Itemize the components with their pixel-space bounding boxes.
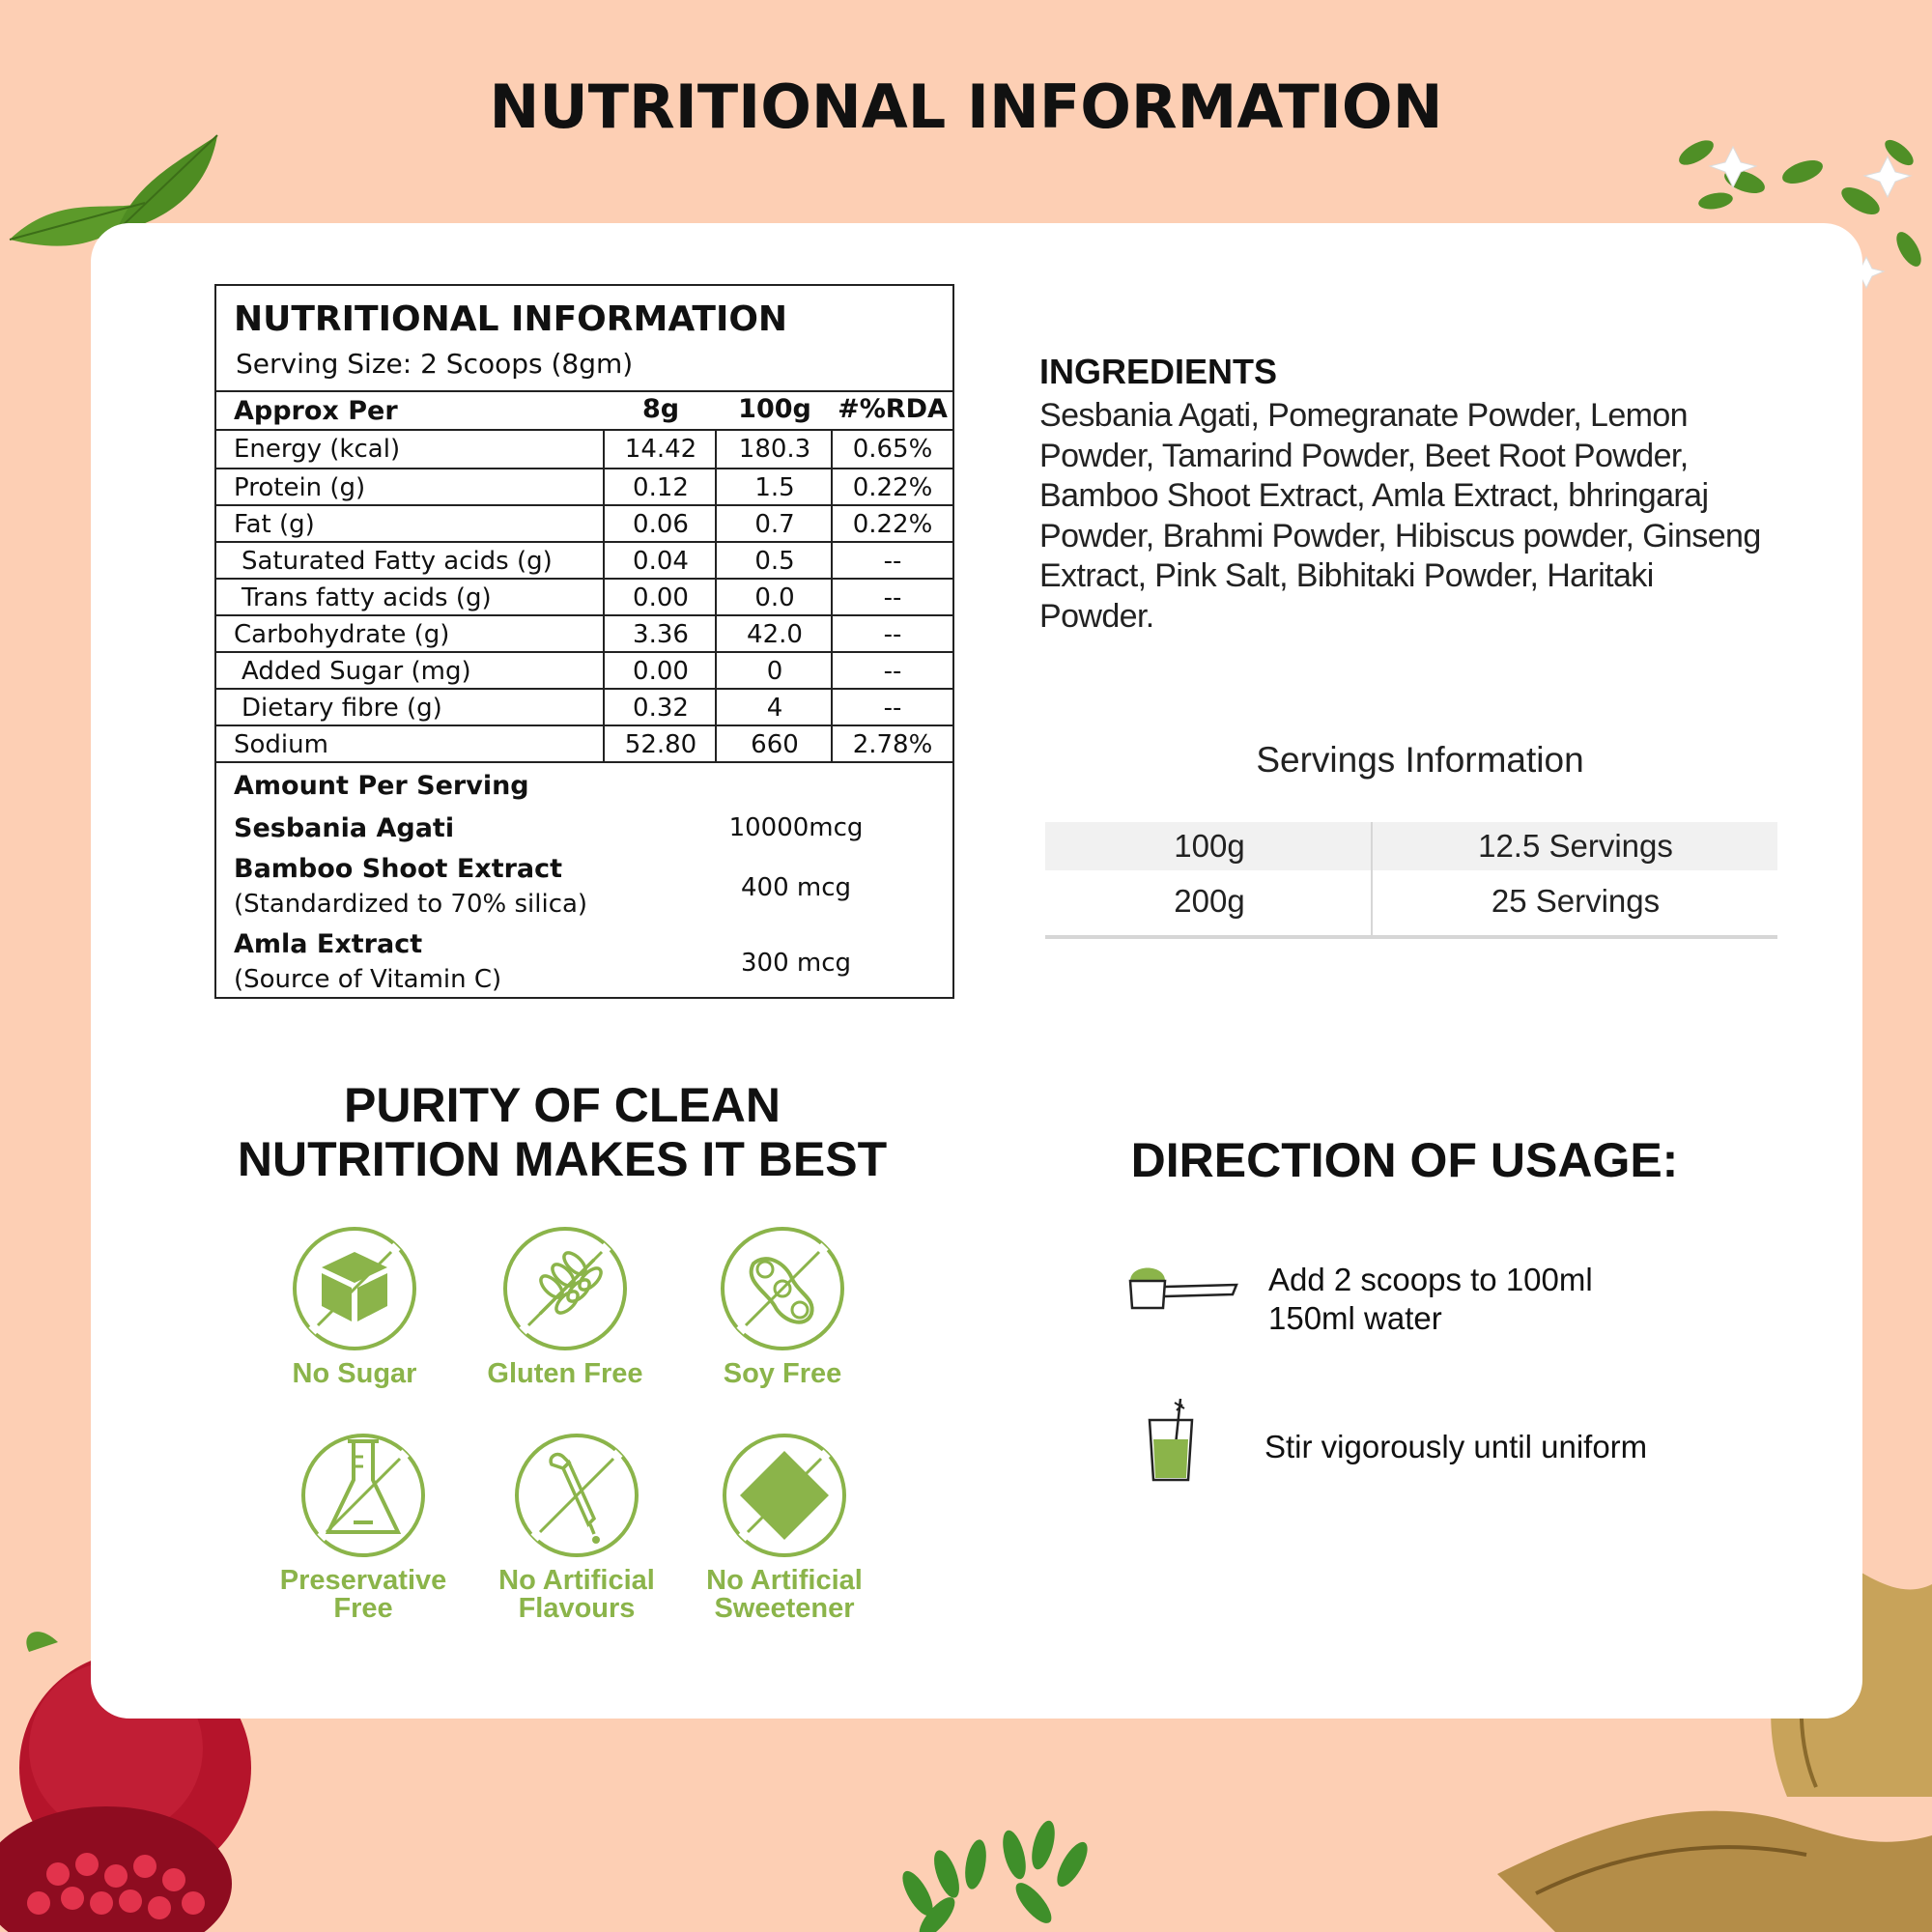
ingredients-text: Sesbania Agati, Pomegranate Powder, Lemon Powder, Tamarind Powder, Beet Root Powder, Bamboo Shoot Extract, Amla Extract, bhringaraj Powder, Brahmi Powder, Hibiscus powder, Ginseng Extract, Pink Salt, Bibhitaki Powder, Haritaki Powder. <box>1039 397 1761 635</box>
feature-label: No Sugar <box>292 1358 417 1389</box>
header-rda: #%RDA <box>838 394 948 424</box>
feature-preservative-free <box>267 1432 460 1623</box>
feature-label: Soy Free <box>723 1358 842 1389</box>
direction-title: DIRECTION OF USAGE: <box>1130 1133 1679 1187</box>
table-row <box>216 580 952 617</box>
direction-step-line: Stir vigorously until uniform <box>1264 1429 1648 1464</box>
page-title: NUTRITIONAL INFORMATION <box>489 71 1443 142</box>
column-divider <box>1371 822 1373 939</box>
sweetener-icon <box>721 1432 848 1559</box>
row-100g: 0.0 <box>754 583 795 612</box>
header-8g: 8g <box>641 394 680 424</box>
row-name: Added Sugar (mg) <box>242 657 471 686</box>
row-rda: -- <box>883 547 902 576</box>
row-rda: 2.78% <box>852 730 933 759</box>
row-8g: 52.80 <box>624 730 697 759</box>
row-100g: 180.3 <box>738 435 811 464</box>
servings-title: Servings Information <box>1256 740 1584 780</box>
wheat-icon <box>501 1225 629 1352</box>
divider <box>216 761 952 763</box>
header-100g: 100g <box>738 394 811 424</box>
row-rda: -- <box>883 620 902 649</box>
column-divider <box>603 431 605 763</box>
row-100g: 1.5 <box>754 473 795 502</box>
row-name: Trans fatty acids (g) <box>242 583 492 612</box>
table-row <box>216 616 952 654</box>
row-rda: -- <box>883 657 902 686</box>
header-approx-per: Approx Per <box>234 396 398 426</box>
row-100g: 0.5 <box>754 547 795 576</box>
table-row <box>216 506 952 544</box>
row-rda: -- <box>883 694 902 723</box>
row-8g: 14.42 <box>624 435 697 464</box>
feature-label-line: Free <box>333 1593 393 1624</box>
nutrition-table <box>214 284 954 999</box>
feature-no-artificial-sweetener <box>688 1432 881 1623</box>
feature-label-line: No Artificial <box>706 1565 863 1596</box>
feature-label <box>688 1567 881 1623</box>
direction-step <box>1264 1428 1647 1466</box>
row-8g: 0.00 <box>633 657 689 686</box>
row-name: Energy (kcal) <box>234 435 401 464</box>
row-100g: 0 <box>766 657 783 686</box>
table-row <box>1045 822 1777 870</box>
column-divider <box>715 431 717 763</box>
table-header <box>216 392 952 431</box>
serving-weight: 200g <box>1174 883 1245 919</box>
table-row <box>216 726 952 764</box>
feature-label-line: Sweetener <box>714 1593 855 1624</box>
extract-note: (Source of Vitamin C) <box>234 965 502 994</box>
table-row <box>216 690 952 727</box>
flask-icon <box>299 1432 427 1559</box>
row-name: Saturated Fatty acids (g) <box>242 547 553 576</box>
feature-label-line: Preservative <box>279 1565 447 1596</box>
sugar-cube-icon <box>291 1225 418 1352</box>
row-8g: 0.32 <box>633 694 689 723</box>
direction-step-line: Add 2 scoops to 100ml <box>1268 1262 1593 1297</box>
feature-gluten-free <box>469 1225 662 1388</box>
row-name: Dietary fibre (g) <box>242 694 442 723</box>
row-8g: 0.06 <box>633 510 689 539</box>
row-8g: 0.00 <box>633 583 689 612</box>
glass-stir-icon <box>1148 1397 1196 1482</box>
serving-count: 25 Servings <box>1491 883 1661 919</box>
row-100g: 660 <box>751 730 799 759</box>
row-100g: 4 <box>766 694 783 723</box>
feature-label-line: No Artificial <box>498 1565 655 1596</box>
row-8g: 0.04 <box>633 547 689 576</box>
row-100g: 0.7 <box>754 510 795 539</box>
feature-label: Gluten Free <box>487 1358 643 1389</box>
direction-step <box>1268 1261 1593 1338</box>
purity-title <box>214 1078 910 1186</box>
leaves-bottom-icon <box>879 1806 1111 1932</box>
row-rda: -- <box>883 583 902 612</box>
table-row <box>216 653 952 691</box>
row-8g: 0.12 <box>633 473 689 502</box>
nutrition-table-title: NUTRITIONAL INFORMATION <box>234 299 788 339</box>
table-row <box>1045 877 1777 925</box>
amount-per-serving-label: Amount Per Serving <box>234 771 529 801</box>
table-row <box>216 543 952 581</box>
row-8g: 3.36 <box>633 620 689 649</box>
extract-note: (Standardized to 70% silica) <box>234 890 588 919</box>
row-name: Protein (g) <box>234 473 366 502</box>
feature-no-artificial-flavours <box>480 1432 673 1623</box>
purity-title-line: PURITY OF CLEAN <box>344 1078 781 1132</box>
serving-count: 12.5 Servings <box>1478 828 1673 864</box>
feature-label <box>267 1567 460 1623</box>
extract-value: 10000mcg <box>728 813 864 842</box>
row-rda: 0.22% <box>852 510 933 539</box>
direction-step-line: 150ml water <box>1268 1300 1442 1336</box>
column-divider <box>831 431 833 763</box>
table-row <box>216 469 952 507</box>
scoop-icon <box>1128 1262 1238 1314</box>
ingredients-title: INGREDIENTS <box>1039 352 1278 391</box>
servings-table <box>1045 822 1777 942</box>
soybean-icon <box>719 1225 846 1352</box>
row-name: Carbohydrate (g) <box>234 620 450 649</box>
row-100g: 42.0 <box>747 620 803 649</box>
row-rda: 0.22% <box>852 473 933 502</box>
row-rda: 0.65% <box>852 435 933 464</box>
extract-name: Sesbania Agati <box>234 813 455 843</box>
serving-size: Serving Size: 2 Scoops (8gm) <box>236 348 634 380</box>
extract-name: Bamboo Shoot Extract <box>234 854 563 884</box>
feature-label-line: Flavours <box>518 1593 636 1624</box>
row-name: Sodium <box>234 730 328 759</box>
extract-name: Amla Extract <box>234 929 423 959</box>
feature-soy-free <box>686 1225 879 1388</box>
feature-no-sugar <box>258 1225 451 1388</box>
table-row <box>216 431 952 469</box>
divider <box>1045 935 1777 939</box>
extract-value: 400 mcg <box>740 873 852 902</box>
serving-weight: 100g <box>1174 828 1245 864</box>
dropper-icon <box>513 1432 640 1559</box>
feature-label <box>480 1567 673 1623</box>
purity-title-line: NUTRITION MAKES IT BEST <box>237 1132 888 1186</box>
row-name: Fat (g) <box>234 510 315 539</box>
extract-value: 300 mcg <box>740 949 852 978</box>
